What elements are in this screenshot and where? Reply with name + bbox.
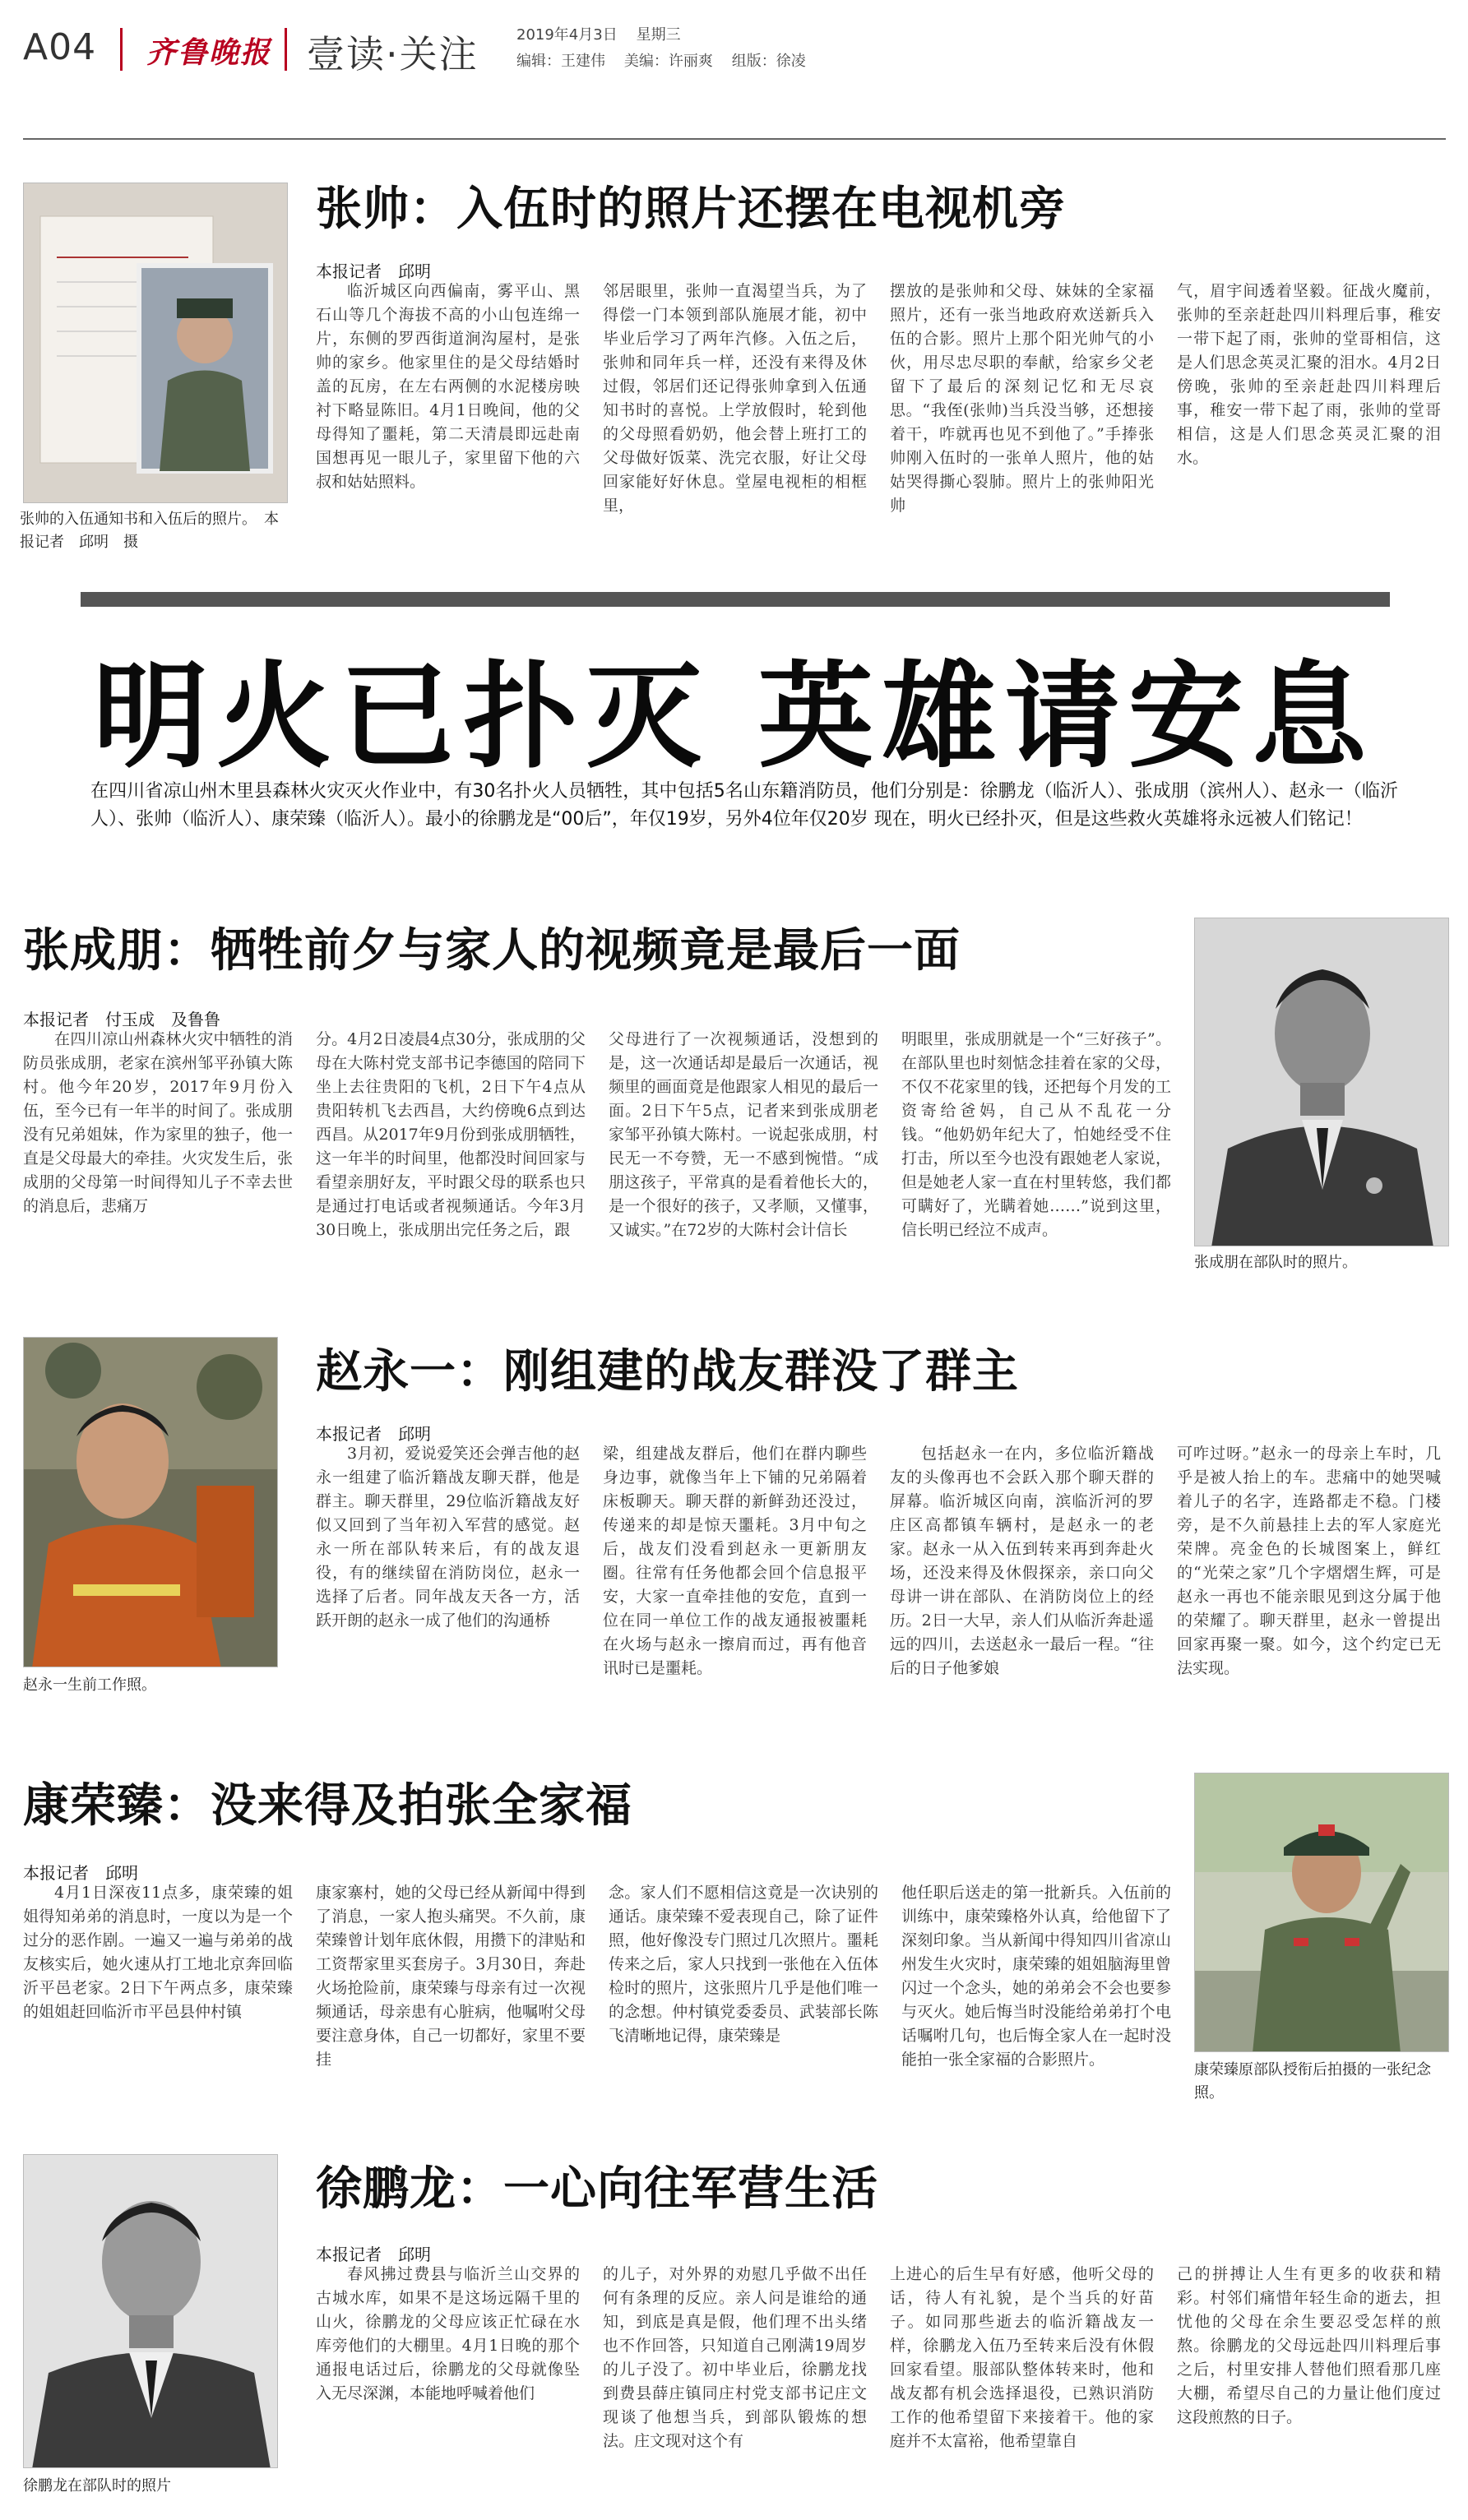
masthead-divider [285,28,287,71]
xupenglong-byline: 本报记者 邱明 [316,2245,431,2264]
body-column: 临沂城区向西偏南，雾平山、黑石山等几个海拔不高的小山包连绵一片，东侧的罗西街道涧沟屋村，是张帅的家乡。他家里住的是父母结婚时盖的瓦房，在左右两侧的水泥楼房映衬下略显陈旧。4月1日晚间，他的父母得知了噩耗，第二天清晨即远赴南国想再见一眼儿子，家里留下他的六叔和姑姑照料。 [316,282,580,491]
body-column: 春风拂过费县与临沂兰山交界的古城水库，如果不是这场远隔千里的山火，徐鹏龙的父母应该正忙碌在水库旁他们的大棚里。4月1日晚的那个通报电话过后，徐鹏龙的父母就像坠入无尽深渊，本能地呼喊着他们 [316,2265,580,2402]
kangrongzhen-byline: 本报记者 邱明 [23,1863,138,1883]
masthead [23,21,1454,79]
notice-and-portrait-image [24,183,288,503]
xupenglong-headline: 徐鹏龙：一心向往军营生活 [316,2162,878,2216]
masthead-divider [120,28,123,71]
zhangshuai-photo-caption: 张帅的入伍通知书和入伍后的照片。 本报记者 邱明 摄 [20,511,279,551]
editor: 编辑：王建伟 [516,53,605,70]
zhaoyongyi-photo-caption: 赵永一生前工作照。 [23,1676,156,1694]
zhaoyongyi-photo [23,1337,278,1667]
zhangchengpeng-byline: 本报记者 付玉成 及鲁鲁 [23,1010,220,1029]
kangrongzhen-photo-caption: 康荣臻原部队授衔后拍摄的一张纪念照。 [1194,2061,1431,2102]
zhaoyongyi-headline: 赵永一：刚组建的战友群没了群主 [316,1345,1019,1399]
page-number: A04 [23,26,97,68]
zhangshuai-headline: 张帅：入伍时的照片还摆在电视机旁 [316,183,1066,236]
zhangshuai-byline: 本报记者 邱明 [316,261,431,281]
body-column: 邻居眼里，张帅一直渴望当兵，为了得偿一门本领到部队施展才能，初中毕业后学习了两年汽修。入伍之后，张帅和同年兵一样，还没有来得及休过假，邻居们还记得张帅拿到入伍通知书时的喜悦。上学放假时，轮到他的父母照看奶奶，他会替上班打工的父母做好饭菜、洗完衣服，好让父母回家能好好休息。堂屋电视柜的相框里， [603,282,867,515]
xupenglong-portrait-image [24,2155,278,2468]
xupenglong-photo [23,2154,278,2468]
body-column: 上进心的后生早有好感，他听父母的话，待人有礼貌，是个当兵的好苗子。如同那些逝去的临沂籍战友一样，徐鹏龙入伍乃至转来后没有休假回家看望。服部队整体转来时，他和战友都有机会选择退役，已熟识消防工作的他希望留下来接着干。他的家庭并不太富裕，他希望靠自 [890,2265,1154,2450]
xupenglong-photo-caption: 徐鹏龙在部队时的照片 [23,2477,171,2495]
body-column: 父母进行了一次视频通话，没想到的是，这一次通话却是最后一次通话，视频里的画面竟是他跟家人相见的最后一面。2日下午5点，记者来到张成朋老家邹平孙镇大陈村。一说起张成朋，村民无一不夸赞，无一不感到惋惜。“成朋这孩子，平常真的是看着他长大的，是一个很好的孩子，又孝顺，又懂事，又诚实。”在72岁的大陈村会计信长 [609,1030,878,1239]
masthead-rule [23,138,1446,140]
body-column: 3月初，爱说爱笑还会弹吉他的赵永一组建了临沂籍战友聊天群，他是群主。聊天群里，29位临沂籍战友好似又回到了当年初入军营的感觉。赵永一所在部队转来后，有的战友退役，有的继续留在消防岗位，赵永一选择了后者。同年战友天各一方，活跃开朗的赵永一成了他们的沟通桥 [316,1445,580,1630]
body-column: 气，眉宇间透着坚毅。征战火魔前，张帅的至亲赶赴四川料理后事，稚安一带下起了雨，张帅的堂哥相信，这是人们思念英灵汇聚的泪水。4月2日傍晚，张帅的至亲赶赴四川料理后事，稚安一带下起了雨，张帅的堂哥相信，这是人们思念英灵汇聚的泪水。 [1177,282,1441,467]
main-intro: 在四川省凉山州木里县森林火灾灭火作业中，有30名扑火人员牺牲，其中包括5名山东籍消防员，他们分别是：徐鹏龙（临沂人）、张成朋（滨州人）、赵永一（临沂人）、张帅（临沂人）、康荣臻（临沂人）。最小的徐鹏龙是“00后”，年仅19岁，另外4位年仅20岁 现在，明火已经扑灭，但是这些救火英雄将永远被人们铭记！ [90,781,1398,830]
layout-editor: 组版：徐凌 [731,53,806,70]
section-title: 壹读·关注 [307,32,479,76]
zhaoyongyi-byline: 本报记者 邱明 [316,1424,431,1444]
zhangshuai-photo [23,183,288,503]
body-column: 的儿子，对外界的劝慰几乎做不出任何有条理的反应。亲人问是谁给的通知，到底是真是假，他们理不出头绪也不作回答，只知道自己刚满19周岁的儿子没了。初中毕业后，徐鹏龙找到费县薛庄镇同庄村党支部书记庄文现谈了他想当兵，到部队锻炼的想法。庄文现对这个有 [603,2265,867,2450]
staff-line [516,49,806,71]
zhaoyongyi-body [316,1442,1443,1722]
main-title: 明火已扑灭 英雄请安息 [93,650,1375,784]
zhangchengpeng-photo-caption: 张成朋在部队时的照片。 [1194,1254,1357,1271]
zhangchengpeng-photo [1194,918,1449,1246]
zhangchengpeng-portrait-image [1195,918,1449,1246]
kangrongzhen-headline: 康荣臻：没来得及拍张全家福 [23,1779,632,1833]
zhangchengpeng-body [23,1028,1174,1307]
issue-date-line [516,23,681,44]
body-column: 4月1日深夜11点多，康荣臻的姐姐得知弟弟的消息时，一度以为是一个过分的恶作剧。一遍又一遍与弟弟的战友核实后，她火速从打工地北京奔回临沂平邑老家。2日下午两点多，康荣臻的姐姐赶回临沂市平邑县仲村镇 [23,1884,293,2021]
body-column: 分。4月2日凌晨4点30分，张成朋的父母在大陈村党支部书记李德国的陪同下坐上去往贵阳的飞机，2日下午4点从贵阳转机飞去西昌，大约傍晚6点到达西昌。从2017年9月份到张成朋牺牲，这一年半的时间里，他都没时间回家与看望亲朋好友，平时跟父母的联系也只是通过打电话或者视频通话。今年3月30日晚上，张成朋出完任务之后，跟 [316,1030,586,1239]
body-column: 康家寨村，她的父母已经从新闻中得到了消息，一家人抱头痛哭。不久前，康荣臻曾计划年底休假，用攒下的津贴和工资帮家里买套房子。3月30日，奔赴火场抢险前，康荣臻与母亲有过一次视频通话，母亲患有心脏病，他嘱咐父母要注意身体，自己一切都好，家里不要挂 [316,1884,586,2069]
body-column: 己的拼搏让人生有更多的收获和精彩。村邻们痛惜年轻生命的逝去，担忧他的父母在余生要忍受怎样的煎熬。徐鹏龙的父母远赴四川料理后事之后，村里安排人替他们照看那几座大棚，希望尽自己的力量让他们度过这段煎熬的日子。 [1177,2265,1441,2426]
zhaoyongyi-fireground-image [24,1338,278,1667]
designer: 美编：许丽爽 [623,53,713,70]
body-column: 在四川凉山州森林火灾中牺牲的消防员张成朋，老家在滨州邹平孙镇大陈村。他今年20岁，2017年9月份入伍，至今已有一年半的时间了。张成朋没有兄弟姐妹，作为家里的独子，他一直是父母最大的牵挂。火灾发生后，张成朋的父母第一时间得知儿子不幸去世的消息后，悲痛万 [23,1030,293,1215]
issue-weekday: 星期三 [636,26,681,44]
kangrongzhen-photo [1194,1773,1449,2052]
body-column: 明眼里，张成朋就是一个“三好孩子”。在部队里也时刻惦念挂着在家的父母，不仅不花家里的钱，还把每个月发的工资寄给爸妈，自己从不乱花一分钱。“他奶奶年纪大了，怕她经受不住打击，所以至今也没有跟她老人家说，但是她老人家一直在村里转悠，我们都可瞒好了，光瞒着她……”说到这里，信长明已经泣不成声。 [901,1030,1171,1239]
body-column: 包括赵永一在内，多位临沂籍战友的头像再也不会跃入那个聊天群的屏幕。临沂城区向南，滨临沂河的罗庄区高都镇车辆村，是赵永一的老家。赵永一从入伍到转来再到奔赴火场，还没来得及休假探亲，亲口向父母讲一讲在部队、在消防岗位上的经历。2日一大早，亲人们从临沂奔赴遥远的四川，去送赵永一最后一程。“往后的日子他爹娘 [890,1445,1154,1677]
kangrongzhen-salute-image [1195,1773,1449,2052]
body-column: 他任职后送走的第一批新兵。入伍前的训练中，康荣臻格外认真，给他留下了深刻印象。当从新闻中得知四川省凉山州发生火灾时，康荣臻的姐姐脑海里曾闪过一个念头，她的弟弟会不会也要参与灭火。她后悔当时没能给弟弟打个电话嘱咐几句，也后悔全家人在一起时没能拍一张全家福的合影照片。 [901,1884,1171,2069]
body-column: 摆放的是张帅和父母、妹妹的全家福照片，还有一张当地政府欢送新兵入伍的合影。照片上那个阳光帅气的小伙，用尽忠尽职的奉献，给家乡父老留下了最后的深刻记忆和无尽哀思。“我侄(张帅)当兵没当够，还想接着干，咋就再也见不到他了。”手捧张帅刚入伍时的一张单人照片，他的姑姑哭得撕心裂肺。照片上的张帅阳光帅 [890,282,1154,515]
title-rule-top [81,592,1390,607]
body-column: 念。家人们不愿相信这竟是一次诀别的通话。康荣臻不爱表现自己，除了证件照，他好像没专门照过几次照片。噩耗传来之后，家人只找到一张他在入伍体检时的照片，这张照片几乎是他们唯一的念想。仲村镇党委委员、武装部长陈飞清晰地记得，康荣臻是 [609,1884,878,2045]
newspaper-logo: 齐鲁晚报 [146,35,272,70]
body-column: 可咋过呀。”赵永一的母亲上车时，几乎是被人抬上的车。悲痛中的她哭喊着儿子的名字，连路都走不稳。门楼旁，是不久前悬挂上去的军人家庭光荣牌。亮金色的长城图案上，鲜红的“光荣之家”几个字熠熠生辉，可是赵永一再也不能亲眼见到这分属于他的荣耀了。聊天群里，赵永一曾提出回家再聚一聚。如今，这个约定已无法实现。 [1177,1445,1441,1677]
zhangshuai-body [316,280,1443,559]
kangrongzhen-body [23,1881,1174,2128]
xupenglong-body [316,2263,1443,2509]
zhangchengpeng-headline: 张成朋：牺牲前夕与家人的视频竟是最后一面 [23,924,961,978]
body-column: 梁，组建战友群后，他们在群内聊些身边事，就像当年上下铺的兄弟隔着床板聊天。聊天群的新鲜劲还没过，传递来的却是惊天噩耗。3月中旬之后，战友们没看到赵永一更新朋友圈。往常有任务他都会回个信息报平安，大家一直牵挂他的安危，直到一位在同一单位工作的战友通报被噩耗在火场与赵永一擦肩而过，再有他音讯时已是噩耗。 [603,1445,867,1677]
issue-date: 2019年4月3日 [516,26,618,44]
